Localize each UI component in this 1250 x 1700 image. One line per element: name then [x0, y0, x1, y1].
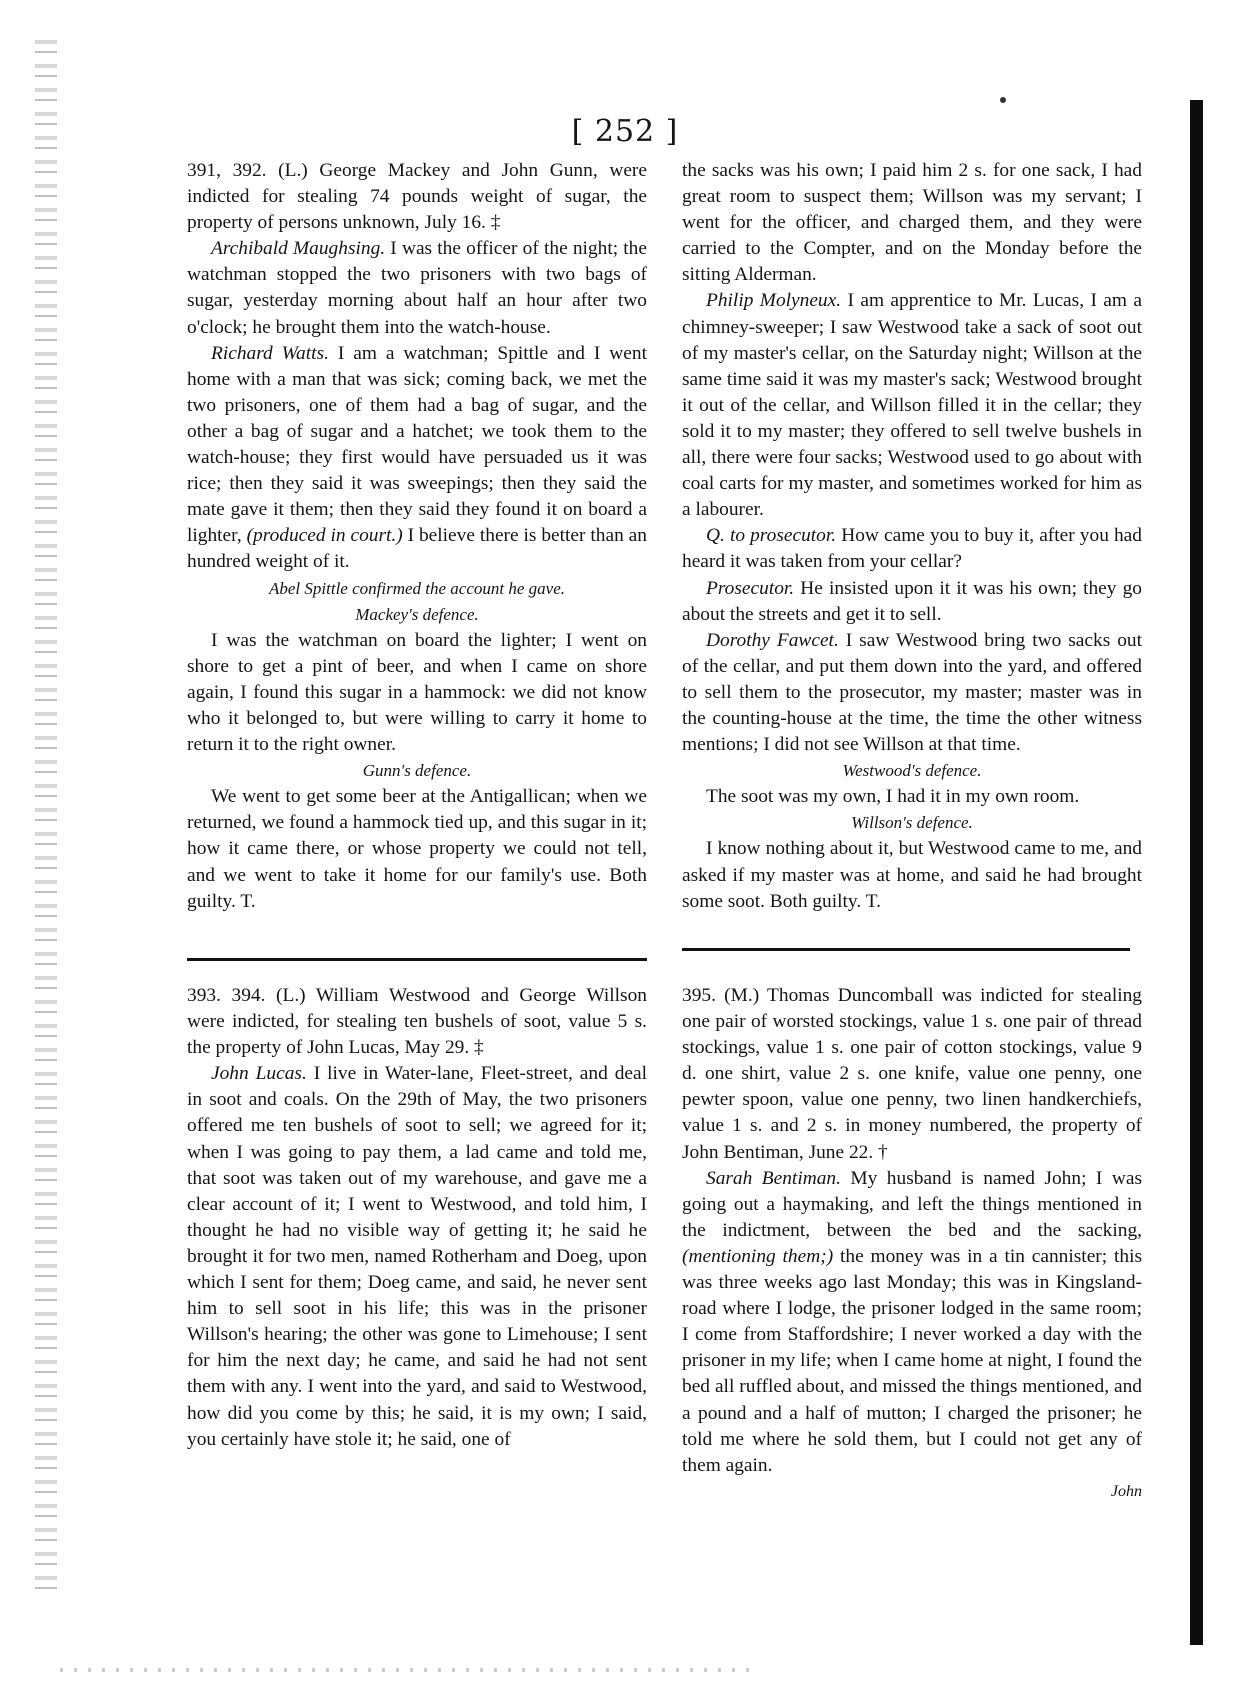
- confirmation-note: Abel Spittle confirmed the account he gave.: [269, 578, 565, 598]
- continued-text: the sacks was his own; I paid him 2 s. for one sack, I had great room to suspect them; Willson was my servant; I went for the officer, and charged them, and they were carried to the Compter, and on the Monday before the sitting Alderman.: [682, 160, 1142, 286]
- testimony-paragraph: [187, 341, 647, 576]
- question-text: How came you to buy it, after you had heard it was taken from your cellar?: [682, 525, 1142, 573]
- testimony-paragraph: [187, 236, 647, 340]
- testimony-text: I am apprentice to Mr. Lucas, I am a chimney-sweeper; I saw Westwood take a sack of soot out of my master's cellar, on the Saturday night; Willson at the same time said it was my master's sack; Westwood brought it out of the cellar, and Willson filled it in the cellar; they sold it to my master; they offered to sell twelve bushels in all, there were four sacks; Westwood used to go about with coal carts for my master, and sometimes worked for him as a labourer.: [682, 290, 1142, 521]
- testimony-paragraph: [682, 288, 1142, 523]
- case-heading: 395. (M.) Thomas Duncomball was indicted for stealing one pair of worsted stockings, value 1 s. one pair of thread stockings, value 1 s. one pair of cotton stockings, value 9 d. one shirt, value 2 s. one knife, value one penny, one pewter spoon, value one penny, two linen handkerchiefs, value 1 s. and 2 s. in money numbered, the property of John Bentiman, June 22. †: [682, 985, 1142, 1163]
- testimony-paragraph: [682, 628, 1142, 758]
- defence-text: I know nothing about it, but Westwood came to me, and asked if my master was at home, and said he had brought some soot. Both guilty. T.: [682, 838, 1142, 912]
- aside-text: (produced in court.): [246, 525, 403, 547]
- testimony-text: He insisted upon it it was his own; they go about the streets and get it to sell.: [682, 577, 1142, 625]
- binding-shadow: [35, 40, 57, 1600]
- case-heading: 393. 394. (L.) William Westwood and George Willson were indicted, for stealing ten bushels of soot, value 5 s. the property of John Lucas, May 29. ‡: [187, 985, 647, 1059]
- testimony-text: the money was in a tin cannister; this was three weeks ago last Monday; this was in Kingsland-road where I lodge, the prisoner lodged in the same room; I come from Staffordshire; I never worked a day with the prisoner in my life; when I came home at night, I found the bed all ruffled about, and missed the things mentioned, and a pound and a half of mutton; I charged the prisoner; he told me where he sold them, but I could not get any of them again.: [682, 1245, 1142, 1476]
- section-rule-right: [682, 948, 1130, 951]
- defence-heading: Gunn's defence.: [362, 761, 472, 781]
- section-rule-left: [187, 958, 647, 961]
- testimony-text: I was the officer of the night; the watchman stopped the two prisoners with two bags of sugar, yesterday morning about half an hour after two o'clock; he brought them into the watch-house.: [187, 238, 647, 338]
- witness-name: Sarah Bentiman.: [706, 1167, 841, 1189]
- testimony-paragraph: [187, 1061, 647, 1452]
- testimony-text: I saw Westwood bring two sacks out of the cellar, and put them down into the yard, and offered to sell them to the prosecutor, my master; master was in the counting-house at the time, the time the other witness mentions; I did not see Willson at that time.: [682, 629, 1142, 756]
- ink-blot: [1000, 97, 1006, 103]
- catchword: John: [1110, 1482, 1142, 1500]
- defence-text: I was the watchman on board the lighter; I went on shore to get a pint of beer, and when I came on shore again, I found this sugar in a hammock: we did not know who it belonged to, but were willing to carry it home to return it to the right owner.: [187, 629, 647, 756]
- witness-name: Philip Molyneux.: [706, 290, 842, 312]
- testimony-text: I am a watchman; Spittle and I went home with a man that was sick; coming back, we met the two prisoners, one of them had a bag of sugar, and the other a bag of sugar and a hatchet; we took them to the watch-house; they first would have persuaded us it was rice; then they said it was sweepings; then they said the mate gave it them; then they said they found it on board a lighter,: [187, 342, 647, 547]
- question-label: Q. to prosecutor.: [706, 525, 837, 547]
- testimony-text: I believe there is better than an hundred weight of it.: [187, 525, 647, 573]
- defence-text: We went to get some beer at the Antigallican; when we returned, we found a hammock tied up, and this sugar in it; how it came there, or whose property we could not tell, and we went to take it home for our family's use. Both guilty. T.: [187, 786, 647, 912]
- left-bottom-column: [187, 983, 647, 1453]
- defence-heading: Westwood's defence.: [842, 761, 982, 781]
- defence-text: The soot was my own, I had it in my own room.: [706, 786, 1080, 808]
- witness-name: Prosecutor.: [706, 577, 795, 599]
- witness-name: Archibald Maughsing.: [211, 238, 386, 260]
- aside-text: (mentioning them;): [682, 1245, 834, 1267]
- question-paragraph: [682, 523, 1142, 575]
- witness-name: Dorothy Fawcet.: [706, 629, 839, 651]
- witness-name: Richard Watts.: [211, 342, 329, 364]
- case-heading: 391, 392. (L.) George Mackey and John Gunn, were indicted for stealing 74 pounds weight of sugar, the property of persons unknown, July 16. ‡: [187, 160, 647, 234]
- defence-heading: Mackey's defence.: [355, 604, 479, 624]
- left-top-column: [187, 158, 647, 915]
- right-top-column: [682, 158, 1142, 915]
- defence-heading: Willson's defence.: [851, 813, 973, 833]
- page-number: [ 252 ]: [571, 114, 679, 149]
- witness-name: John Lucas.: [211, 1063, 307, 1085]
- scan-noise: [60, 1668, 760, 1672]
- testimony-text: I live in Water-lane, Fleet-street, and deal in soot and coals. On the 29th of May, the two prisoners offered me ten bushels of soot to sell; we agreed for it; when I was going to pay them, a lad came and told me, that soot was taken out of my warehouse, and gave me a clear account of it; I went to Westwood, and told him, I thought he had no visible way of getting it; he said he brought it for two men, named Rotherham and Doeg, upon which I sent for them; Doeg came, and said, he never sent him to sell soot in his life; this was in the prisoner Willson's hearing; the other was gone to Limehouse; I sent for him the next day; he came, and said he had not sent them with any. I went into the yard, and said to Westwood, how did you come by this; he said, it is my own; I said, you certainly have stole it; he said, one of: [187, 1063, 648, 1450]
- testimony-text: My husband is named John; I was going out a haymaking, and left the things mentioned in the indictment, between the bed and the sacking,: [682, 1167, 1142, 1241]
- testimony-paragraph: [682, 576, 1142, 628]
- testimony-paragraph: [682, 1166, 1142, 1479]
- right-bottom-column: [682, 983, 1142, 1505]
- page-edge-shadow: [1190, 100, 1203, 1645]
